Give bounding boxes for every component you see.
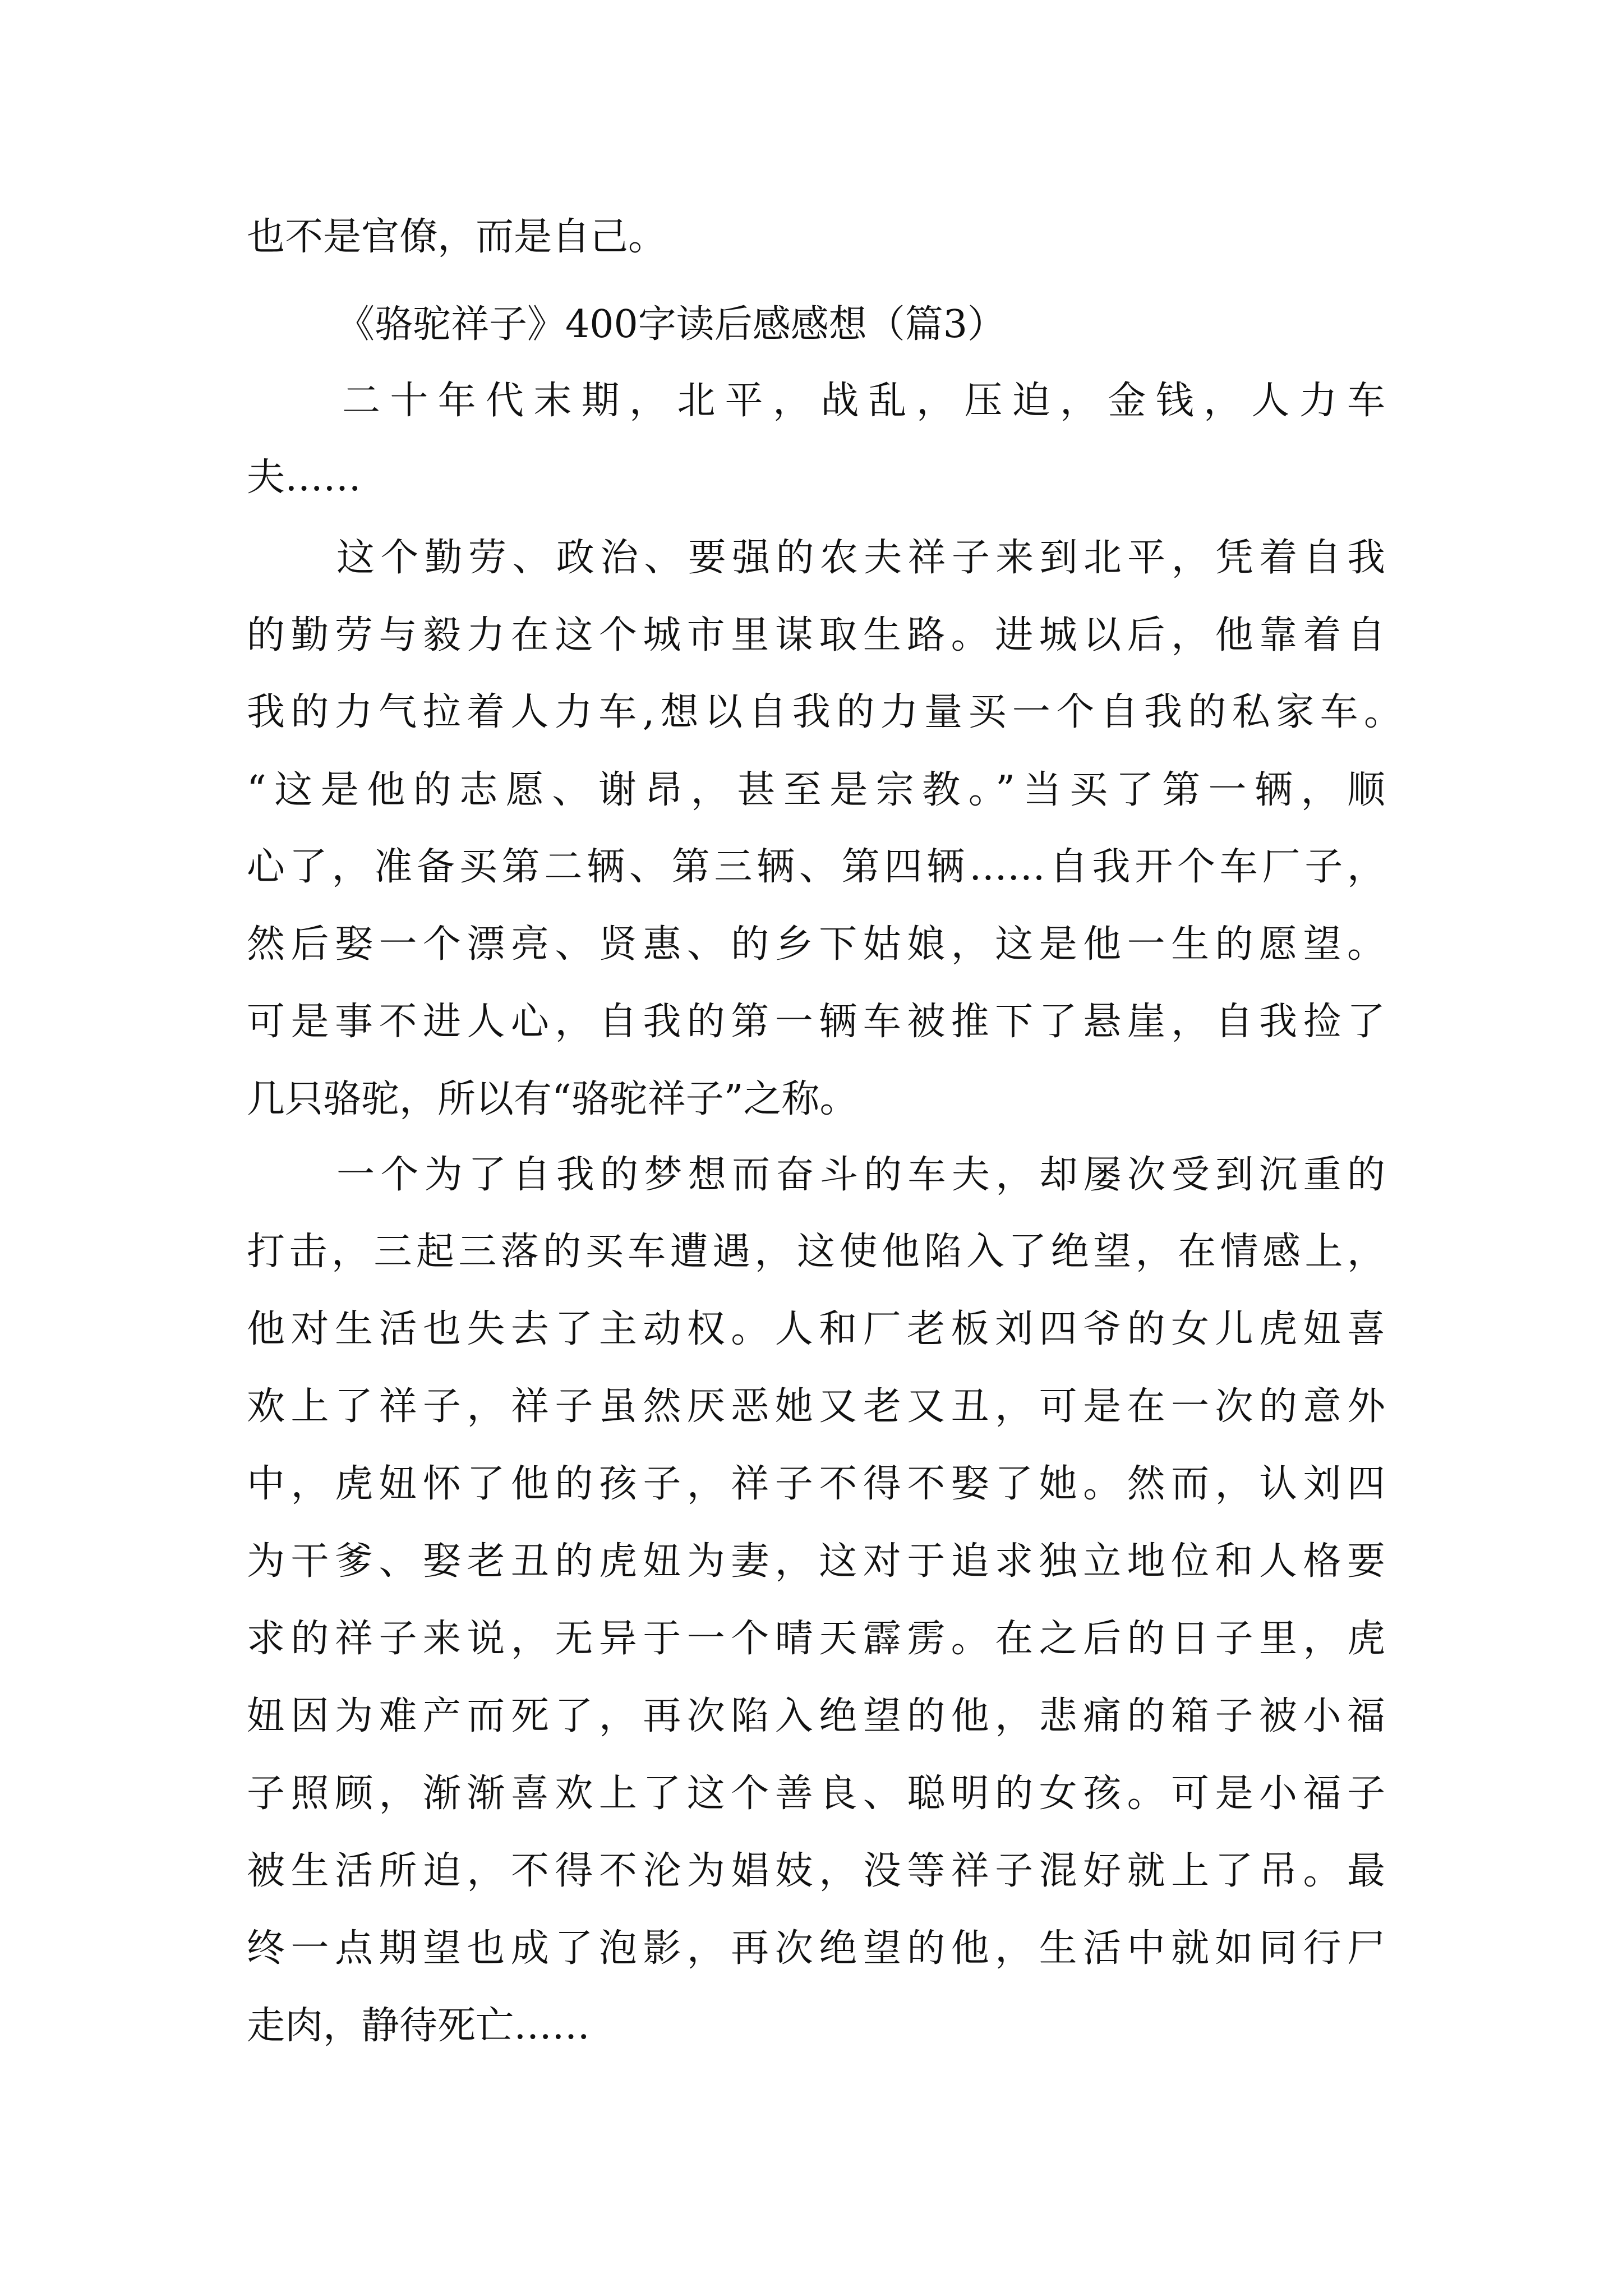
text-line-8: “这是他的志愿、谢昂，甚至是宗教。”当买了第一辆，顺 [247,768,1385,812]
text-line-6: 的勤劳与毅力在这个城市里谋取生路。进城以后，他靠着自 [247,613,1385,657]
text-line-14: 打击，三起三落的买车遭遇，这使他陷入了绝望，在情感上， [247,1230,1385,1274]
text-line-10: 然后娶一个漂亮、贤惠、的乡下姑娘，这是他一生的愿望。 [247,922,1385,967]
text-line-15: 他对生活也失去了主动权。人和厂老板刘四爷的女儿虎妞喜 [247,1307,1385,1351]
text-line-20: 妞因为难产而死了，再次陷入绝望的他，悲痛的箱子被小福 [247,1694,1385,1738]
text-line-4: 夫…… [247,455,362,500]
text-line-9: 心了，准备买第二辆、第三辆、第四辆……自我开个车厂子， [247,845,1385,889]
text-line-19: 求的祥子来说，无异于一个晴天霹雳。在之后的日子里，虎 [247,1617,1385,1661]
text-line-18: 为干爹、娶老丑的虎妞为妻，这对于追求独立地位和人格要 [247,1539,1385,1584]
text-line-16: 欢上了祥子，祥子虽然厌恶她又老又丑，可是在一次的意外 [247,1384,1385,1429]
text-line-7: 我的力气拉着人力车,想以自我的力量买一个自我的私家车。 [247,690,1402,734]
text-line-23: 终一点期望也成了泡影，再次绝望的他，生活中就如同行尸 [247,1926,1385,1971]
text-line-24: 走肉，静待死亡…… [247,2004,591,2048]
text-line-12: 几只骆驼，所以有“骆驼祥子”之称。 [247,1077,858,1121]
text-line-13: 一个为了自我的梦想而奋斗的车夫，却屡次受到沉重的 [336,1153,1385,1197]
text-line-3: 二十年代末期，北平，战乱，压迫，金钱，人力车 [342,379,1385,423]
text-line-11: 可是事不进人心，自我的第一辆车被推下了悬崖，自我捡了 [247,1000,1385,1044]
text-line-5: 这个勤劳、政治、要强的农夫祥子来到北平，凭着自我 [336,536,1385,580]
text-line-17: 中，虎妞怀了他的孩子，祥子不得不娶了她。然而，认刘四 [247,1462,1385,1506]
text-line-1: 也不是官僚，而是自己。 [247,215,667,259]
essay-title: 《骆驼祥子》400字读后感感想（篇3） [336,302,1006,347]
text-line-22: 被生活所迫，不得不沦为娼妓，没等祥子混好就上了吊。最 [247,1849,1385,1893]
text-line-21: 子照顾，渐渐喜欢上了这个善良、聪明的女孩。可是小福子 [247,1772,1385,1816]
